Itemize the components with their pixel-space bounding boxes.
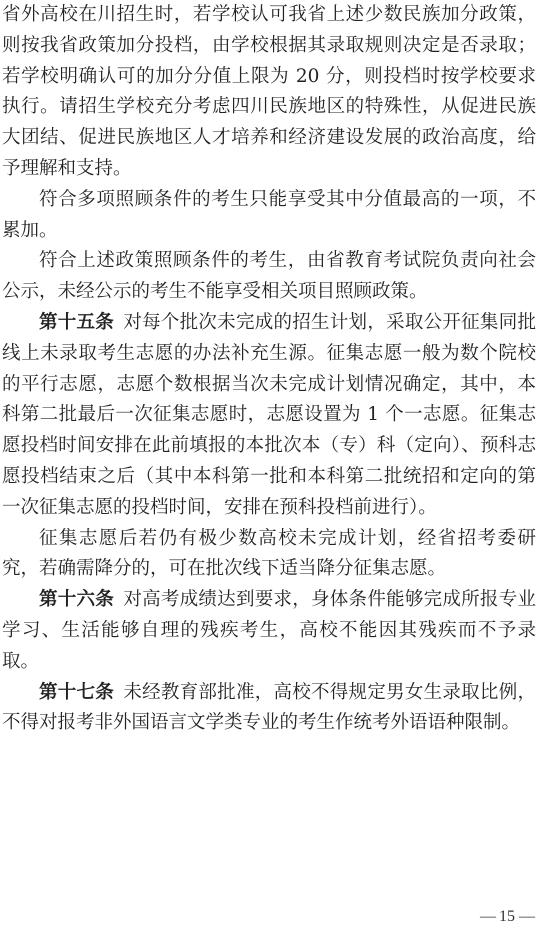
paragraph-continuation [2,0,536,185]
page-footer [480,908,534,926]
article-16 [2,585,536,677]
paragraph-text: 省外高校在川招生时，若学校认可我省上述少数民族加分政策，则按我省政策加分投档，由学校根据其录取规则决定是否录取；若学校明确认可的加分分值上限为 20 分，则投档时按学校要求执行。请招生学校充分考虑四川民族地区的特殊性，从促进民族大团结、促进民族地区人才培养和经济建设发展的政治高度，给予理解和支持。 [2,4,536,179]
footer-dash-right: — [519,908,534,925]
article-15 [2,308,536,524]
body-text [2,0,536,739]
paragraph-text: 对高考成绩达到要求，身体条件能够完成所报专业学习、生活能够自理的残疾考生，高校不能因其残疾而不予录取。 [2,589,536,672]
paragraph-public-notice [2,246,536,308]
paragraph-text: 符合上述政策照顾条件的考生，由省教育考试院负责向社会公示，未经公示的考生不能享受相关项目照顾政策。 [2,250,536,303]
article-number: 第十五条 [39,311,115,333]
article-number: 第十七条 [39,681,115,703]
page-number: 15 [499,908,515,925]
paragraph-score-reduction [2,524,536,586]
paragraph-text: 未经教育部批准，高校不得规定男女生录取比例，不得对报考非外国语言文学类专业的考生作统考外语语种限制。 [2,681,536,734]
paragraph-text: 征集志愿后若仍有极少数高校未完成计划，经省招考委研究，若确需降分的，可在批次线下适当降分征集志愿。 [2,527,536,580]
paragraph-multiple-preference [2,185,536,247]
article-number: 第十六条 [39,589,115,611]
paragraph-text: 对每个批次未完成的招生计划，采取公开征集同批线上未录取考生志愿的办法补充生源。征集志愿一般为数个院校的平行志愿，志愿个数根据当次未完成计划情况确定，其中，本科第二批最后一次征集志愿时，志愿设置为 1 个一志愿。征集志愿投档时间安排在此前填报的本批次本（专）科（定向）、预科志愿投档结束之后（其中本科第一批和本科第二批统招和定向的第一次征集志愿的投档时间，安排在预科投档前进行）。 [2,311,536,518]
article-17 [2,678,536,740]
paragraph-text: 符合多项照顾条件的考生只能享受其中分值最高的一项，不累加。 [2,188,536,241]
footer-dash-left: — [480,908,495,925]
